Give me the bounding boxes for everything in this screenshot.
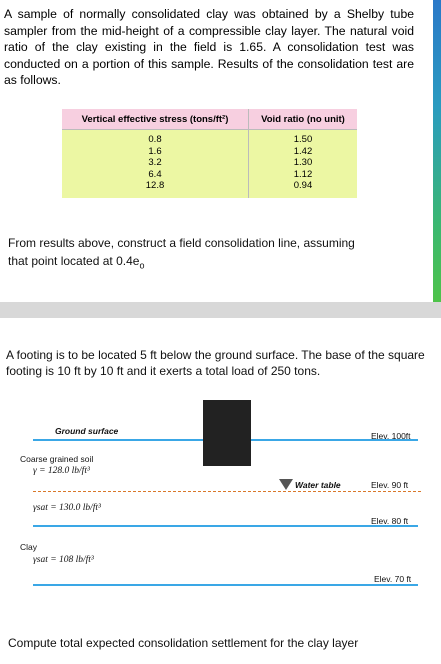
elev-80-label: Elev. 80 ft: [371, 516, 409, 526]
problem-1-intro: A sample of normally consolidated clay was obtained by a Shelby tube sampler from the mid-height of a compressible clay layer. The natural void ratio of the clay existing in the field is 1.65. A consolidation test was conducted on a portion of this sample. Results of the consolidation test are as follows.: [4, 7, 414, 87]
void-ratio-cell: 0.94: [293, 180, 313, 192]
header-void-ratio: Void ratio (no unit): [249, 109, 358, 130]
question-text: Compute total expected consolidation settlement for the clay layer: [8, 636, 359, 650]
void-ratio-cell: 1.42: [293, 145, 313, 157]
problem-2-panel: [0, 318, 441, 664]
elev-70-label: Elev. 70 ft: [374, 574, 412, 584]
problem-2-intro: A footing is to be located 5 ft below the ground surface. The base of the square footing is 10 ft by 10 ft and it exerts a total load of 250 tons.: [6, 348, 425, 378]
water-table-line: [33, 491, 421, 492]
stress-cell: 12.8: [145, 180, 165, 192]
consolidation-results-table: [62, 109, 357, 198]
instruction-line-2: [8, 254, 144, 270]
instruction-line-2-text: that point located at 0.4e: [8, 254, 140, 268]
stress-cell: 3.2: [148, 157, 162, 169]
gamma-sat-label: γsat = 130.0 lb/ft³: [33, 503, 101, 513]
void-ratio-cell: 1.50: [293, 134, 313, 145]
elev-100-label: Elev. 100ft: [371, 431, 411, 441]
elev-90-label: Elev. 90 ft: [371, 480, 409, 490]
clay-top-line: [33, 525, 418, 527]
instruction-line-1: From results above, construct a field consolidation line, assuming: [8, 236, 355, 250]
stress-column: [62, 130, 249, 198]
soil-name-label: Coarse grained soil: [20, 454, 94, 464]
void-ratio-cell: 1.12: [293, 168, 313, 180]
void-ratio-cell: 1.30: [293, 157, 313, 169]
clay-bottom-line: [33, 584, 418, 586]
problem-1-panel: [0, 0, 433, 302]
water-table-label: Water table: [295, 480, 341, 490]
stress-cell: 1.6: [148, 145, 162, 157]
footing-block: [203, 400, 251, 466]
gamma-label: γ = 128.0 lb/ft³: [33, 466, 90, 476]
ground-line-left: [33, 439, 203, 441]
void-ratio-column: [249, 130, 358, 198]
stress-cell: 6.4: [148, 168, 162, 180]
instruction-subscript: o: [139, 260, 145, 271]
clay-label: Clay: [20, 542, 38, 552]
accent-bar: [433, 0, 441, 302]
water-table-icon: [279, 479, 293, 491]
header-stress: Vertical effective stress (tons/ft²): [62, 109, 249, 130]
stress-cell: 0.8: [148, 134, 162, 145]
ground-surface-label: Ground surface: [55, 426, 119, 436]
clay-gamma-sat-label: γsat = 108 lb/ft³: [33, 555, 94, 565]
